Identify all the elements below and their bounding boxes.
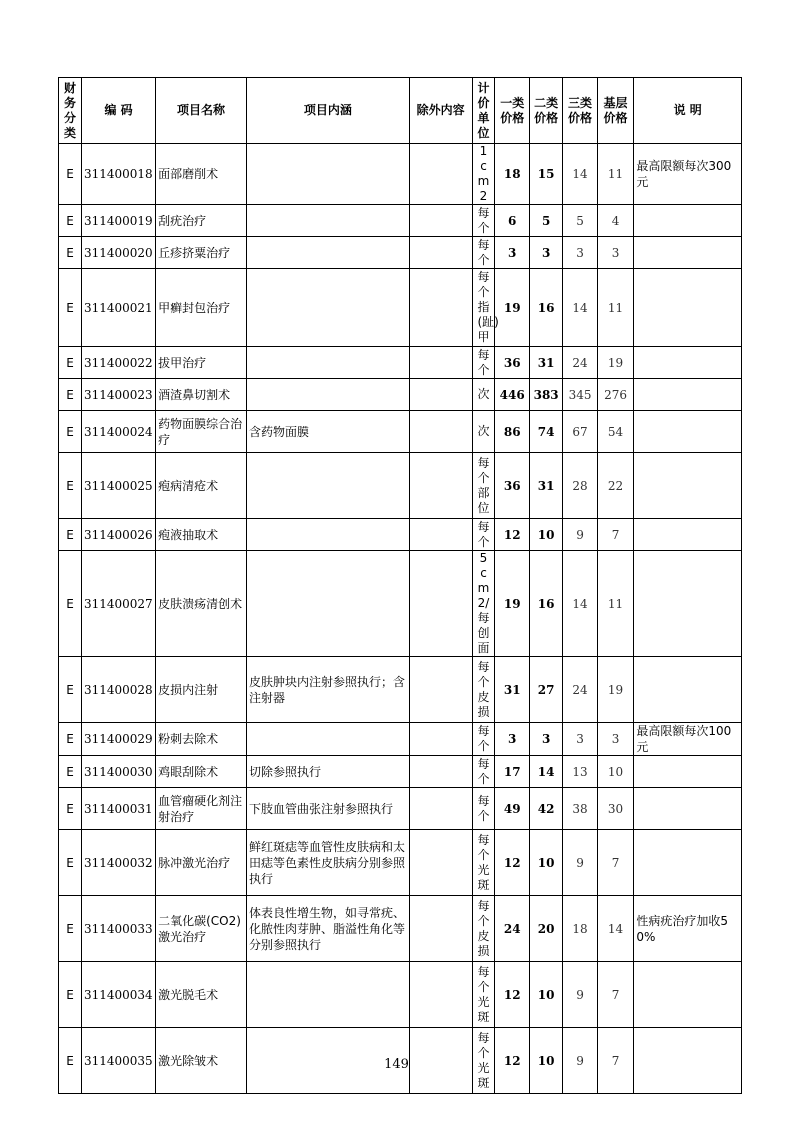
price-1-cell: 3	[495, 237, 529, 269]
item-content-cell: 鲜红斑痣等血管性皮肤病和太田痣等色素性皮肤病分别参照执行	[246, 830, 409, 896]
note-cell	[634, 551, 742, 657]
price-3-cell: 18	[563, 896, 597, 962]
unit-cell: 每个部位	[472, 453, 495, 519]
unit-cell: 5cm2/每创面	[472, 551, 495, 657]
unit-cell: 每个光斑	[472, 1028, 495, 1094]
price-2-cell: 5	[529, 205, 562, 237]
price-3-cell: 9	[563, 1028, 597, 1094]
price-1-cell: 17	[495, 756, 529, 788]
category-cell: E	[59, 205, 82, 237]
price-base-cell: 54	[597, 411, 634, 453]
note-cell	[634, 756, 742, 788]
price-1-cell: 36	[495, 347, 529, 379]
item-content-cell	[246, 237, 409, 269]
price-base-cell: 7	[597, 1028, 634, 1094]
item-name-cell: 鸡眼刮除术	[156, 756, 247, 788]
item-name-cell: 皮损内注射	[156, 657, 247, 723]
note-cell	[634, 788, 742, 830]
header-row	[59, 78, 742, 144]
note-cell	[634, 347, 742, 379]
price-3-cell: 9	[563, 962, 597, 1028]
category-cell: E	[59, 519, 82, 551]
exclusions-cell	[409, 657, 472, 723]
table-row	[59, 347, 742, 379]
price-2-cell: 31	[529, 347, 562, 379]
table-row	[59, 453, 742, 519]
item-content-cell: 切除参照执行	[246, 756, 409, 788]
price-3-cell: 13	[563, 756, 597, 788]
unit-cell: 每个光斑	[472, 830, 495, 896]
code-cell: 311400027	[81, 551, 155, 657]
exclusions-cell	[409, 453, 472, 519]
table-row	[59, 379, 742, 411]
item-content-cell	[246, 453, 409, 519]
table-row	[59, 519, 742, 551]
price-base-cell: 11	[597, 551, 634, 657]
note-cell	[634, 657, 742, 723]
price-2-cell: 10	[529, 519, 562, 551]
price-2-cell: 383	[529, 379, 562, 411]
price-base-cell: 3	[597, 237, 634, 269]
price-table	[58, 77, 742, 1094]
category-cell: E	[59, 144, 82, 205]
note-cell: 最高限额每次100元	[634, 723, 742, 756]
table-row	[59, 269, 742, 347]
price-base-cell: 7	[597, 519, 634, 551]
price-base-cell: 22	[597, 453, 634, 519]
item-name-cell: 刮疣治疗	[156, 205, 247, 237]
category-cell: E	[59, 551, 82, 657]
item-name-cell: 面部磨削术	[156, 144, 247, 205]
category-cell: E	[59, 788, 82, 830]
item-name-cell: 甲癣封包治疗	[156, 269, 247, 347]
note-cell	[634, 519, 742, 551]
unit-cell: 每个指(趾)甲	[472, 269, 495, 347]
code-cell: 311400026	[81, 519, 155, 551]
price-base-cell: 30	[597, 788, 634, 830]
exclusions-cell	[409, 347, 472, 379]
item-name-cell: 丘疹挤粟治疗	[156, 237, 247, 269]
item-content-cell	[246, 519, 409, 551]
code-cell: 311400022	[81, 347, 155, 379]
header-price-base: 基层价格	[597, 78, 634, 144]
price-base-cell: 10	[597, 756, 634, 788]
price-3-cell: 5	[563, 205, 597, 237]
item-content-cell: 含药物面膜	[246, 411, 409, 453]
note-cell	[634, 205, 742, 237]
price-2-cell: 27	[529, 657, 562, 723]
price-3-cell: 67	[563, 411, 597, 453]
price-3-cell: 14	[563, 269, 597, 347]
exclusions-cell	[409, 723, 472, 756]
category-cell: E	[59, 379, 82, 411]
header-exclusions: 除外内容	[409, 78, 472, 144]
unit-cell: 每个	[472, 756, 495, 788]
code-cell: 311400028	[81, 657, 155, 723]
category-cell: E	[59, 411, 82, 453]
price-base-cell: 11	[597, 269, 634, 347]
unit-cell: 1cm2	[472, 144, 495, 205]
exclusions-cell	[409, 756, 472, 788]
code-cell: 311400029	[81, 723, 155, 756]
price-3-cell: 9	[563, 519, 597, 551]
price-2-cell: 10	[529, 830, 562, 896]
unit-cell: 每个	[472, 205, 495, 237]
price-1-cell: 446	[495, 379, 529, 411]
header-price-1: 一类价格	[495, 78, 529, 144]
code-cell: 311400032	[81, 830, 155, 896]
price-1-cell: 36	[495, 453, 529, 519]
item-content-cell	[246, 962, 409, 1028]
price-base-cell: 7	[597, 830, 634, 896]
item-name-cell: 疱液抽取术	[156, 519, 247, 551]
header-note: 说 明	[634, 78, 742, 144]
table-row	[59, 756, 742, 788]
exclusions-cell	[409, 788, 472, 830]
price-3-cell: 14	[563, 144, 597, 205]
table-row	[59, 896, 742, 962]
price-1-cell: 12	[495, 1028, 529, 1094]
item-content-cell: 体表良性增生物，如寻常疣、化脓性肉芽肿、脂溢性角化等分别参照执行	[246, 896, 409, 962]
table-row	[59, 205, 742, 237]
note-cell	[634, 269, 742, 347]
table-row	[59, 962, 742, 1028]
price-2-cell: 10	[529, 962, 562, 1028]
price-base-cell: 19	[597, 347, 634, 379]
price-2-cell: 3	[529, 723, 562, 756]
item-content-cell	[246, 144, 409, 205]
price-1-cell: 6	[495, 205, 529, 237]
unit-cell: 每个	[472, 347, 495, 379]
price-2-cell: 10	[529, 1028, 562, 1094]
category-cell: E	[59, 269, 82, 347]
category-cell: E	[59, 237, 82, 269]
price-2-cell: 16	[529, 551, 562, 657]
price-1-cell: 12	[495, 830, 529, 896]
price-2-cell: 16	[529, 269, 562, 347]
item-content-cell	[246, 205, 409, 237]
note-cell	[634, 379, 742, 411]
header-price-3: 三类价格	[563, 78, 597, 144]
exclusions-cell	[409, 962, 472, 1028]
item-content-cell	[246, 551, 409, 657]
note-cell: 性病疣治疗加收50%	[634, 896, 742, 962]
price-1-cell: 19	[495, 269, 529, 347]
exclusions-cell	[409, 379, 472, 411]
exclusions-cell	[409, 411, 472, 453]
price-3-cell: 24	[563, 657, 597, 723]
item-name-cell: 血管瘤硬化剂注射治疗	[156, 788, 247, 830]
price-2-cell: 3	[529, 237, 562, 269]
item-content-cell	[246, 347, 409, 379]
price-3-cell: 24	[563, 347, 597, 379]
price-2-cell: 15	[529, 144, 562, 205]
unit-cell: 次	[472, 379, 495, 411]
code-cell: 311400020	[81, 237, 155, 269]
unit-cell: 次	[472, 411, 495, 453]
item-name-cell: 激光脱毛术	[156, 962, 247, 1028]
category-cell: E	[59, 830, 82, 896]
price-3-cell: 9	[563, 830, 597, 896]
header-category: 财务分类	[59, 78, 82, 144]
item-content-cell	[246, 379, 409, 411]
category-cell: E	[59, 756, 82, 788]
unit-cell: 每个皮损	[472, 657, 495, 723]
exclusions-cell	[409, 519, 472, 551]
table-row	[59, 551, 742, 657]
price-base-cell: 14	[597, 896, 634, 962]
table-row	[59, 723, 742, 756]
note-cell	[634, 453, 742, 519]
table-row	[59, 144, 742, 205]
exclusions-cell	[409, 144, 472, 205]
price-base-cell: 276	[597, 379, 634, 411]
price-1-cell: 86	[495, 411, 529, 453]
exclusions-cell	[409, 830, 472, 896]
unit-cell: 每个	[472, 723, 495, 756]
exclusions-cell	[409, 269, 472, 347]
price-1-cell: 12	[495, 962, 529, 1028]
note-cell: 最高限额每次300元	[634, 144, 742, 205]
price-3-cell: 3	[563, 723, 597, 756]
category-cell: E	[59, 347, 82, 379]
price-3-cell: 14	[563, 551, 597, 657]
code-cell: 311400023	[81, 379, 155, 411]
exclusions-cell	[409, 551, 472, 657]
code-cell: 311400035	[81, 1028, 155, 1094]
price-2-cell: 20	[529, 896, 562, 962]
price-3-cell: 38	[563, 788, 597, 830]
item-name-cell: 疱病清疮术	[156, 453, 247, 519]
price-3-cell: 28	[563, 453, 597, 519]
item-name-cell: 二氧化碳(CO2)激光治疗	[156, 896, 247, 962]
page-number: 149	[384, 1057, 409, 1072]
unit-cell: 每个皮损	[472, 896, 495, 962]
category-cell: E	[59, 1028, 82, 1094]
price-2-cell: 14	[529, 756, 562, 788]
price-base-cell: 3	[597, 723, 634, 756]
table-row	[59, 411, 742, 453]
price-1-cell: 31	[495, 657, 529, 723]
note-cell	[634, 830, 742, 896]
code-cell: 311400018	[81, 144, 155, 205]
price-2-cell: 42	[529, 788, 562, 830]
header-unit: 计价单位	[472, 78, 495, 144]
price-3-cell: 3	[563, 237, 597, 269]
table-row	[59, 657, 742, 723]
item-name-cell: 激光除皱术	[156, 1028, 247, 1094]
table-row	[59, 237, 742, 269]
exclusions-cell	[409, 237, 472, 269]
code-cell: 311400021	[81, 269, 155, 347]
unit-cell: 每个	[472, 519, 495, 551]
price-1-cell: 19	[495, 551, 529, 657]
note-cell	[634, 962, 742, 1028]
item-name-cell: 皮肤溃疡清创术	[156, 551, 247, 657]
item-name-cell: 药物面膜综合治疗	[156, 411, 247, 453]
price-1-cell: 18	[495, 144, 529, 205]
note-cell	[634, 237, 742, 269]
code-cell: 311400030	[81, 756, 155, 788]
item-name-cell: 酒渣鼻切割术	[156, 379, 247, 411]
item-name-cell: 脉冲激光治疗	[156, 830, 247, 896]
header-price-2: 二类价格	[529, 78, 562, 144]
category-cell: E	[59, 962, 82, 1028]
item-name-cell: 拔甲治疗	[156, 347, 247, 379]
item-content-cell: 皮肤肿块内注射参照执行；含注射器	[246, 657, 409, 723]
price-base-cell: 7	[597, 962, 634, 1028]
unit-cell: 每个	[472, 237, 495, 269]
category-cell: E	[59, 723, 82, 756]
item-name-cell: 粉刺去除术	[156, 723, 247, 756]
price-base-cell: 4	[597, 205, 634, 237]
code-cell: 311400033	[81, 896, 155, 962]
price-1-cell: 24	[495, 896, 529, 962]
price-base-cell: 11	[597, 144, 634, 205]
item-content-cell	[246, 723, 409, 756]
unit-cell: 每个光斑	[472, 962, 495, 1028]
price-1-cell: 3	[495, 723, 529, 756]
code-cell: 311400031	[81, 788, 155, 830]
price-1-cell: 49	[495, 788, 529, 830]
table-row	[59, 788, 742, 830]
unit-cell: 每个	[472, 788, 495, 830]
code-cell: 311400025	[81, 453, 155, 519]
category-cell: E	[59, 657, 82, 723]
category-cell: E	[59, 453, 82, 519]
exclusions-cell	[409, 205, 472, 237]
table-row	[59, 830, 742, 896]
category-cell: E	[59, 896, 82, 962]
code-cell: 311400034	[81, 962, 155, 1028]
price-2-cell: 31	[529, 453, 562, 519]
code-cell: 311400019	[81, 205, 155, 237]
price-2-cell: 74	[529, 411, 562, 453]
header-item-content: 项目内涵	[246, 78, 409, 144]
header-item-name: 项目名称	[156, 78, 247, 144]
note-cell	[634, 411, 742, 453]
price-base-cell: 19	[597, 657, 634, 723]
item-content-cell	[246, 269, 409, 347]
item-content-cell: 下肢血管曲张注射参照执行	[246, 788, 409, 830]
price-1-cell: 12	[495, 519, 529, 551]
price-3-cell: 345	[563, 379, 597, 411]
exclusions-cell	[409, 896, 472, 962]
code-cell: 311400024	[81, 411, 155, 453]
header-code: 编 码	[81, 78, 155, 144]
